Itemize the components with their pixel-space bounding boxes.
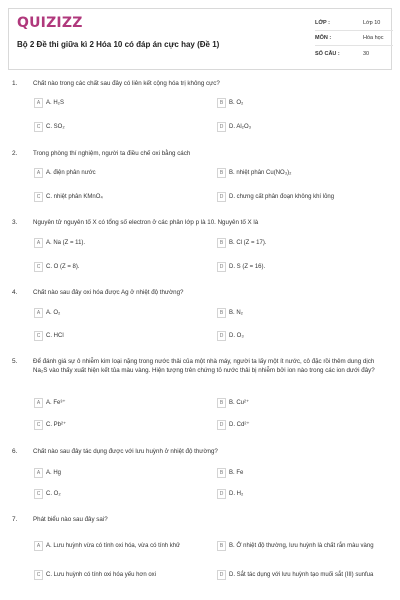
option-text: A. Hg <box>46 469 62 476</box>
option-d[interactable] <box>217 488 374 500</box>
question-text: Để đánh giá sự ô nhiễm kim loại nặng trong nước thải của một nhà máy, người ta lấy một ít nước, cô đặc rồi thêm dung dịch Na₂S vào thấy xuất hiện kết tủa màu vàng. Hiện tượng trên chứng tỏ nước thải bị nhiễm bởi ion nào trong các ion dưới đây? <box>33 358 375 374</box>
option-a[interactable] <box>34 167 191 179</box>
option-text: C. SO₂ <box>46 123 65 130</box>
question-number: 1. <box>12 80 18 87</box>
option-letter-box: C <box>34 331 43 341</box>
option-letter-box: C <box>34 122 43 132</box>
meta-value: Lớp 10 <box>363 20 381 26</box>
meta-key: SỐ CÂU : <box>315 50 340 57</box>
option-text: B. Fe <box>229 469 244 476</box>
option-text: C. Lưu huỳnh có tính oxi hóa yếu hơn oxi <box>46 571 157 578</box>
option-letter-box: C <box>34 262 43 272</box>
option-letter-box: C <box>34 570 43 580</box>
option-text: D. S (Z = 16). <box>229 263 266 270</box>
meta-key: MÔN : <box>315 35 332 41</box>
option-d[interactable] <box>217 261 374 273</box>
option-a[interactable] <box>34 307 191 319</box>
option-text: B. N₂ <box>229 309 243 316</box>
option-c[interactable] <box>34 121 191 133</box>
meta-key: LỚP : <box>315 20 330 26</box>
option-letter-box: C <box>34 420 43 430</box>
option-d[interactable] <box>217 121 374 133</box>
question-text: Phát biểu nào sau đây sai? <box>33 516 108 523</box>
option-letter-box: A <box>34 468 43 478</box>
option-letter-box: B <box>217 541 226 551</box>
meta-row-class <box>315 16 393 31</box>
question-text: Chất nào trong các chất sau đây có liên kết cộng hóa trị không cực? <box>33 80 220 87</box>
option-a[interactable] <box>34 397 191 409</box>
option-b[interactable] <box>217 397 374 409</box>
option-letter-box: D <box>217 192 226 202</box>
worksheet-header <box>8 8 392 70</box>
meta-row-count <box>315 46 393 61</box>
option-c[interactable] <box>34 569 211 581</box>
option-c[interactable] <box>34 330 191 342</box>
question-text: Chất nào sau đây tác dụng được với lưu huỳnh ở nhiệt độ thường? <box>33 448 218 455</box>
option-letter-box: D <box>217 331 226 341</box>
option-text: D. Al₂O₃ <box>229 123 252 130</box>
option-b[interactable] <box>217 237 374 249</box>
option-text: B. Cu²⁺ <box>229 399 250 406</box>
option-letter-box: D <box>217 262 226 272</box>
option-letter-box: A <box>34 238 43 248</box>
option-letter-box: D <box>217 570 226 580</box>
meta-value: Hóa học <box>363 35 384 41</box>
option-letter-box: A <box>34 308 43 318</box>
question-number: 5. <box>12 358 18 365</box>
option-a[interactable] <box>34 540 211 552</box>
question-number: 3. <box>12 219 18 226</box>
option-b[interactable] <box>217 307 374 319</box>
question-number: 2. <box>12 150 18 157</box>
option-text: B. O₂ <box>229 99 244 106</box>
question-number: 7. <box>12 516 18 523</box>
option-letter-box: A <box>34 98 43 108</box>
option-letter-box: C <box>34 192 43 202</box>
option-text: B. Cl (Z = 17). <box>229 239 267 246</box>
option-letter-box: A <box>34 398 43 408</box>
option-text: A. O₂ <box>46 309 61 316</box>
option-text: C. O₂ <box>46 490 61 497</box>
question-text: Nguyên tử nguyên tố X có tổng số electron ở các phân lớp p là 10. Nguyên tố X là <box>33 219 259 226</box>
option-d[interactable] <box>217 330 374 342</box>
option-a[interactable] <box>34 237 191 249</box>
option-c[interactable] <box>34 261 191 273</box>
option-text: D. Sắt tác dụng với lưu huỳnh tạo muối sắt (III) sunfua <box>229 571 374 578</box>
option-letter-box: B <box>217 98 226 108</box>
option-text: A. điện phân nước <box>46 169 96 176</box>
option-text: D. O₃ <box>229 332 244 339</box>
option-a[interactable] <box>34 467 191 479</box>
option-text: D. H₂ <box>229 490 244 497</box>
option-text: B. Ở nhiệt độ thường, lưu huỳnh là chất rắn màu vàng <box>229 542 374 549</box>
option-letter-box: A <box>34 168 43 178</box>
question-text: Trong phòng thí nghiệm, người ta điều chế oxi bằng cách <box>33 150 191 157</box>
option-d[interactable] <box>217 565 374 585</box>
option-text: A. Lưu huỳnh vừa có tính oxi hóa, vừa có tính khử <box>46 542 181 549</box>
option-c[interactable] <box>34 191 191 203</box>
option-letter-box: B <box>217 308 226 318</box>
option-letter-box: B <box>217 468 226 478</box>
option-letter-box: D <box>217 420 226 430</box>
option-d[interactable] <box>217 419 374 431</box>
meta-value: 30 <box>363 50 370 57</box>
question-number: 6. <box>12 448 18 455</box>
option-letter-box: C <box>34 489 43 499</box>
option-d[interactable] <box>217 191 374 203</box>
option-a[interactable] <box>34 97 191 109</box>
option-text: A. Na (Z = 11). <box>46 239 86 246</box>
option-text: C. nhiệt phân KMnO₄ <box>46 193 103 200</box>
option-text: A. H₂S <box>46 99 64 106</box>
option-letter-box: B <box>217 168 226 178</box>
quizizz-logo: QUIZIZZ <box>17 15 83 31</box>
option-b[interactable] <box>217 167 374 179</box>
meta-row-subject <box>315 31 393 46</box>
option-letter-box: D <box>217 122 226 132</box>
option-c[interactable] <box>34 419 191 431</box>
option-text: B. nhiệt phân Cu(NO₃)₂ <box>229 169 292 176</box>
option-letter-box: A <box>34 541 43 551</box>
option-text: D. chưng cất phân đoạn không khí lỏng <box>229 193 335 200</box>
option-b[interactable] <box>217 536 374 556</box>
option-b[interactable] <box>217 467 374 479</box>
option-letter-box: B <box>217 398 226 408</box>
option-text: A. Fe³⁺ <box>46 399 66 406</box>
option-text: C. O (Z = 8). <box>46 263 80 270</box>
option-letter-box: B <box>217 238 226 248</box>
option-b[interactable] <box>217 97 374 109</box>
option-text: C. Pb²⁺ <box>46 421 67 428</box>
question-number: 4. <box>12 289 18 296</box>
worksheet-meta <box>315 16 393 61</box>
option-c[interactable] <box>34 488 191 500</box>
worksheet-title: Bộ 2 Đề thi giữa kì 2 Hóa 10 có đáp án cực hay (Đề 1) <box>17 40 220 49</box>
option-text: C. HCl <box>46 332 64 339</box>
option-text: D. Cd²⁺ <box>229 421 250 428</box>
option-letter-box: D <box>217 489 226 499</box>
question-text: Chất nào sau đây oxi hóa được Ag ở nhiệt độ thường? <box>33 289 184 296</box>
